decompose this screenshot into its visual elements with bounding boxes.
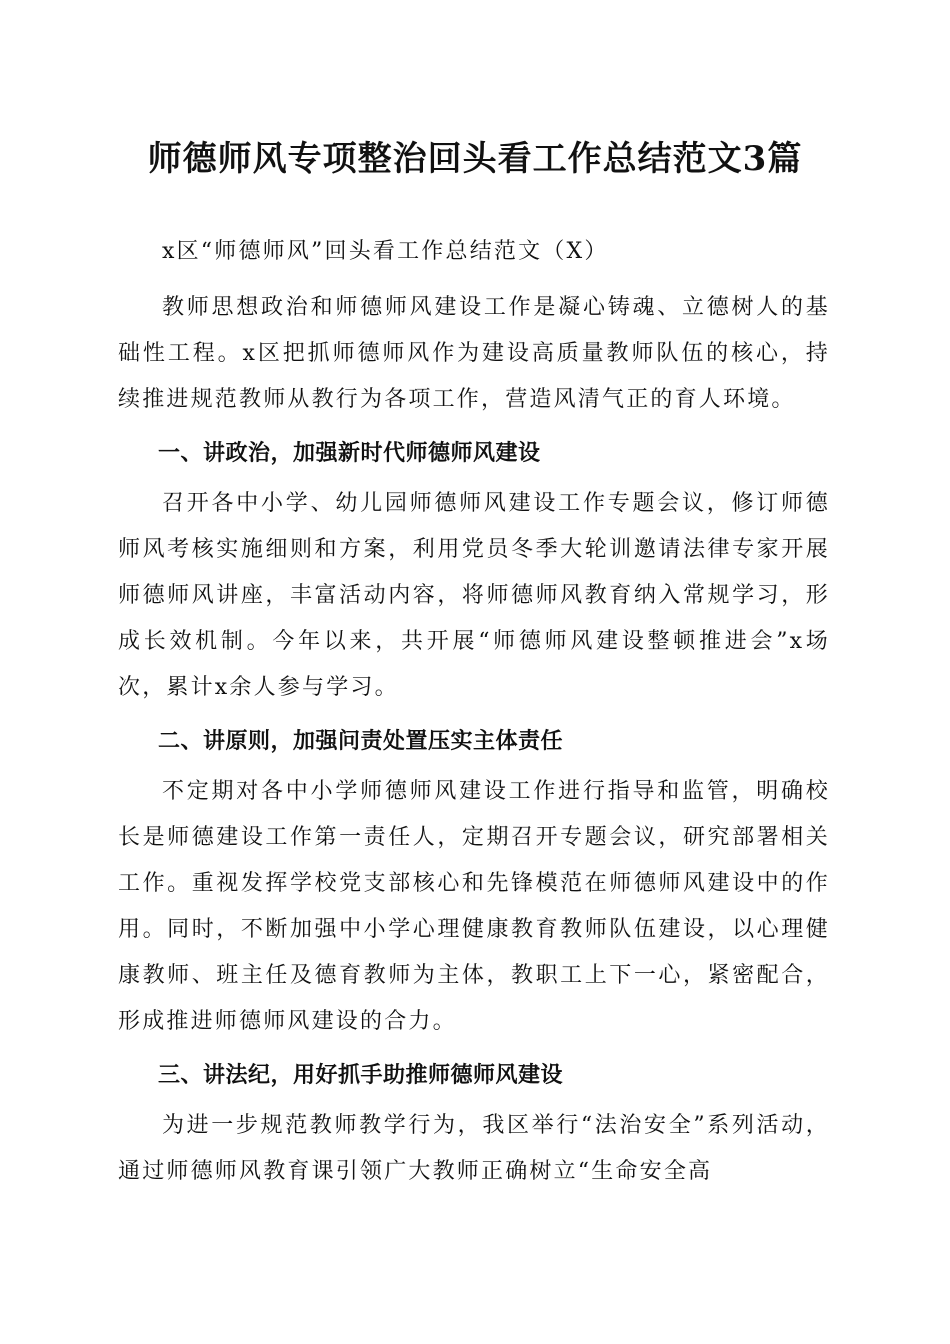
intro-paragraph: 教师思想政治和师德师风建设工作是凝心铸魂、立德树人的基础性工程。x区把抓师德师风作为建设高质量教师队伍的核心，持续推进规范教师从教行为各项工作，营造风清气正的育人环境。 (118, 295, 830, 412)
section-paragraph: 为进一步规范教师教学行为，我区举行“法治安全”系列活动，通过师德师风教育课引领广大教师正确树立“生命安全高 (118, 1113, 830, 1184)
document-subtitle: x区“师德师风”回头看工作总结范文（X） (162, 239, 609, 264)
section-heading: 二、讲原则，加强问责处置压实主体责任 (158, 729, 564, 754)
section-heading: 三、讲法纪，用好抓手助推师德师风建设 (158, 1063, 564, 1088)
document-body (118, 229, 830, 1203)
section-heading: 一、讲政治，加强新时代师德师风建设 (158, 441, 541, 466)
document-title: 师德师风专项整治回头看工作总结范文3篇 (147, 139, 803, 179)
section-paragraph: 召开各中小学、幼儿园师德师风建设工作专题会议，修订师德师风考核实施细则和方案，利用党员冬季大轮训邀请法律专家开展师德师风讲座，丰富活动内容，将师德师风教育纳入常规学习，形成长效机制。今年以来，共开展“师德师风建设整顿推进会”x场次，累计x余人参与学习。 (118, 491, 830, 700)
section-paragraph: 不定期对各中小学师德师风建设工作进行指导和监管，明确校长是师德建设工作第一责任人，定期召开专题会议，研究部署相关工作。重视发挥学校党支部核心和先锋模范在师德师风建设中的作用。同时，不断加强中小学心理健康教育教师队伍建设，以心理健康教师、班主任及德育教师为主体，教职工上下一心，紧密配合，形成推进师德师风建设的合力。 (118, 779, 830, 1034)
